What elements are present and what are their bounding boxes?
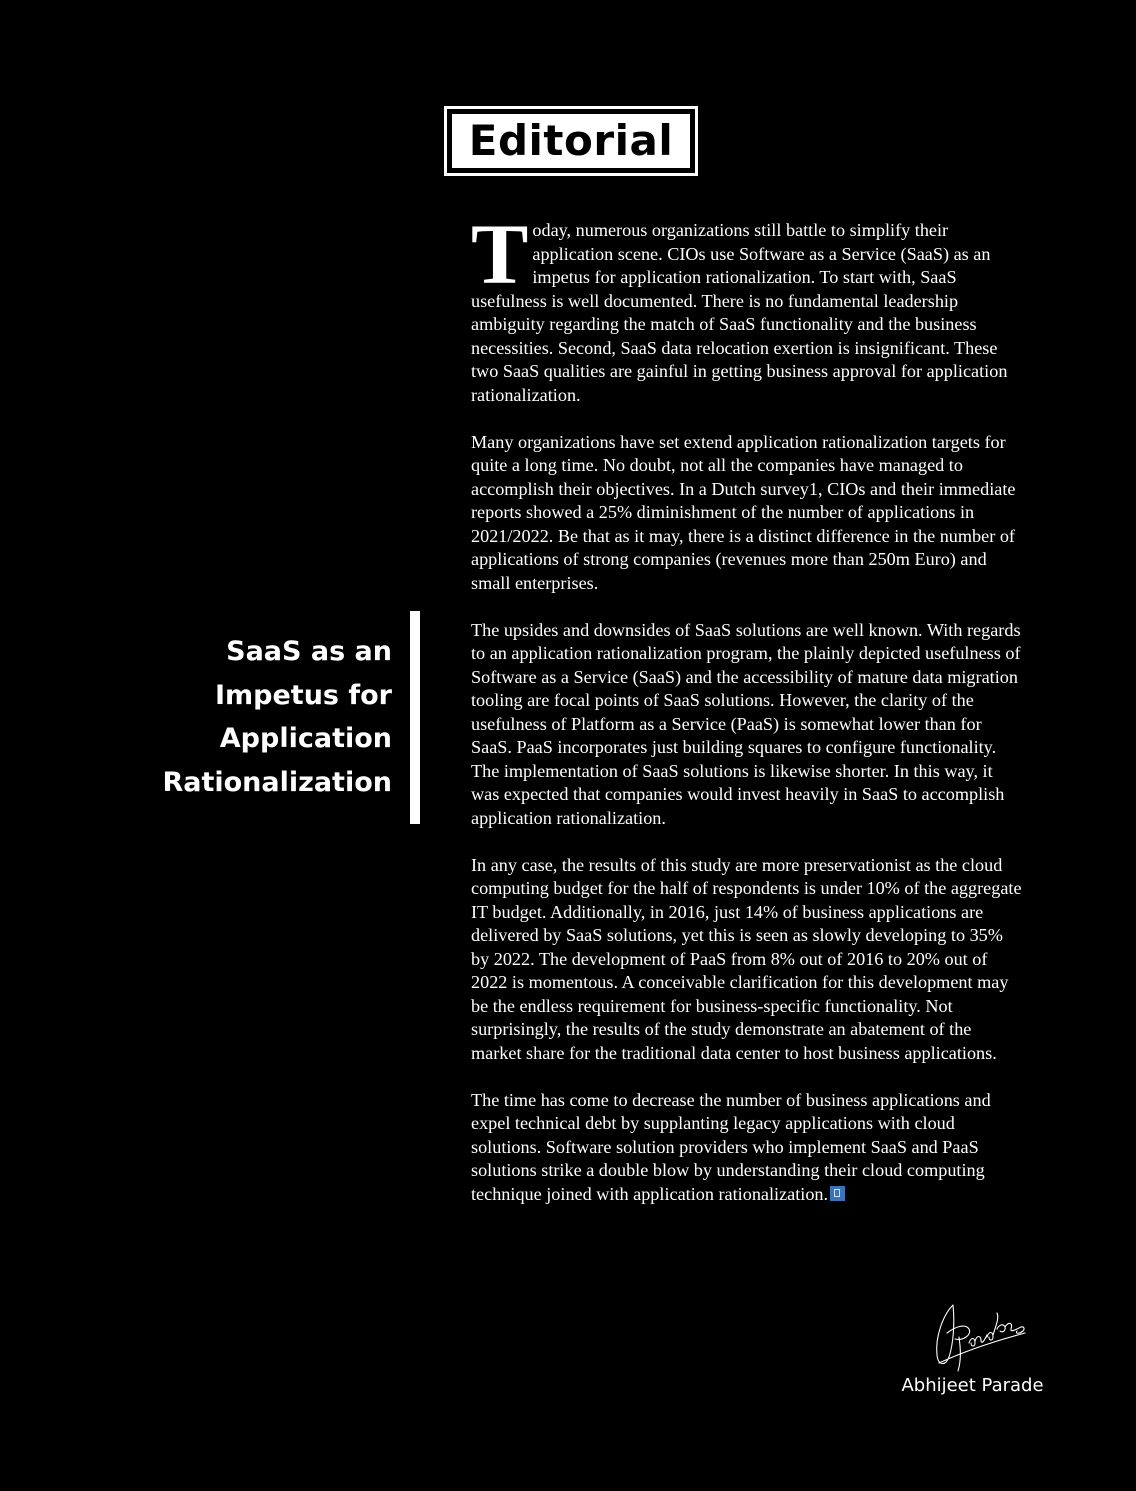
signature-image (925, 1293, 1030, 1373)
pullquote-line: Rationalization (162, 766, 392, 798)
pullquote (132, 630, 392, 804)
drop-cap: T (471, 206, 529, 302)
author-name: Abhijeet Parade (901, 1375, 1044, 1396)
masthead-box (452, 114, 690, 168)
article-paragraph-5 (471, 1089, 1023, 1207)
article-paragraph-4: In any case, the results of this study are more preservationist as the cloud computing budget for the half of respondents is under 10% of the aggregate IT budget. Additionally, in 2016, just 14% of business applications are delivered by SaaS solutions, yet this is seen as slowly developing to 35% by 2022. The development of PaaS from 8% out of 2016 to 20% out of 2022 is momentous. A conceivable clarification for this development may be the endless requirement for business-specific functionality. Not surprisingly, the results of the study demonstrate an abatement of the market share for the traditional data center to host business applications. (471, 854, 1022, 1063)
paragraph-5-text: The time has come to decrease the number of business applications and expel technical debt by supplanting legacy applications with cloud solutions. Software solution providers who implement SaaS and PaaS solutions strike a double blow by understanding their cloud computing technique joined with application rationalization. (471, 1089, 991, 1204)
pullquote-divider (410, 611, 420, 824)
paragraph-1-text: oday, numerous organizations still battle to simplify their application scene. CIOs use Software as a Service (SaaS) as an impetus for application rationalization. To start with, SaaS usefulness is well documented. There is no fundamental leadership ambiguity regarding the match of SaaS functionality and the business necessities. Second, SaaS data relocation exertion is insignificant. These two SaaS qualities are gainful in getting business approval for application rationalization. (471, 220, 1008, 405)
page-title: Editorial (468, 116, 674, 165)
pullquote-line: Impetus for (214, 679, 392, 711)
article-body (471, 206, 1023, 1206)
end-mark-icon (830, 1186, 845, 1201)
masthead (444, 106, 698, 176)
article-paragraph-2: Many organizations have set extend application rationalization targets for quite a long time. No doubt, not all the companies have managed to accomplish their objectives. In a Dutch survey1, CIOs and their immediate reports showed a 25% diminishment of the number of applications in 2021/2022. Be that as it may, there is a distinct difference in the number of applications of strong companies (revenues more than 250m Euro) and small enterprises. (471, 431, 1016, 593)
pullquote-line: SaaS as an (226, 636, 392, 667)
article-paragraph-1 (471, 206, 1023, 407)
pullquote-line: Application (219, 723, 392, 754)
article-paragraph-3: The upsides and downsides of SaaS solutions are well known. With regards to an application rationalization program, the plainly depicted usefulness of Software as a Service (SaaS) and the accessibility of mature data migration tooling are focal points of SaaS solutions. However, the clarity of the usefulness of Platform as a Service (PaaS) is somewhat lower than for SaaS. PaaS incorporates just building squares to configure functionality. The implementation of SaaS solutions is likewise shorter. In this way, it was expected that companies would invest heavily in SaaS to accomplish application rationalization. (471, 619, 1021, 828)
